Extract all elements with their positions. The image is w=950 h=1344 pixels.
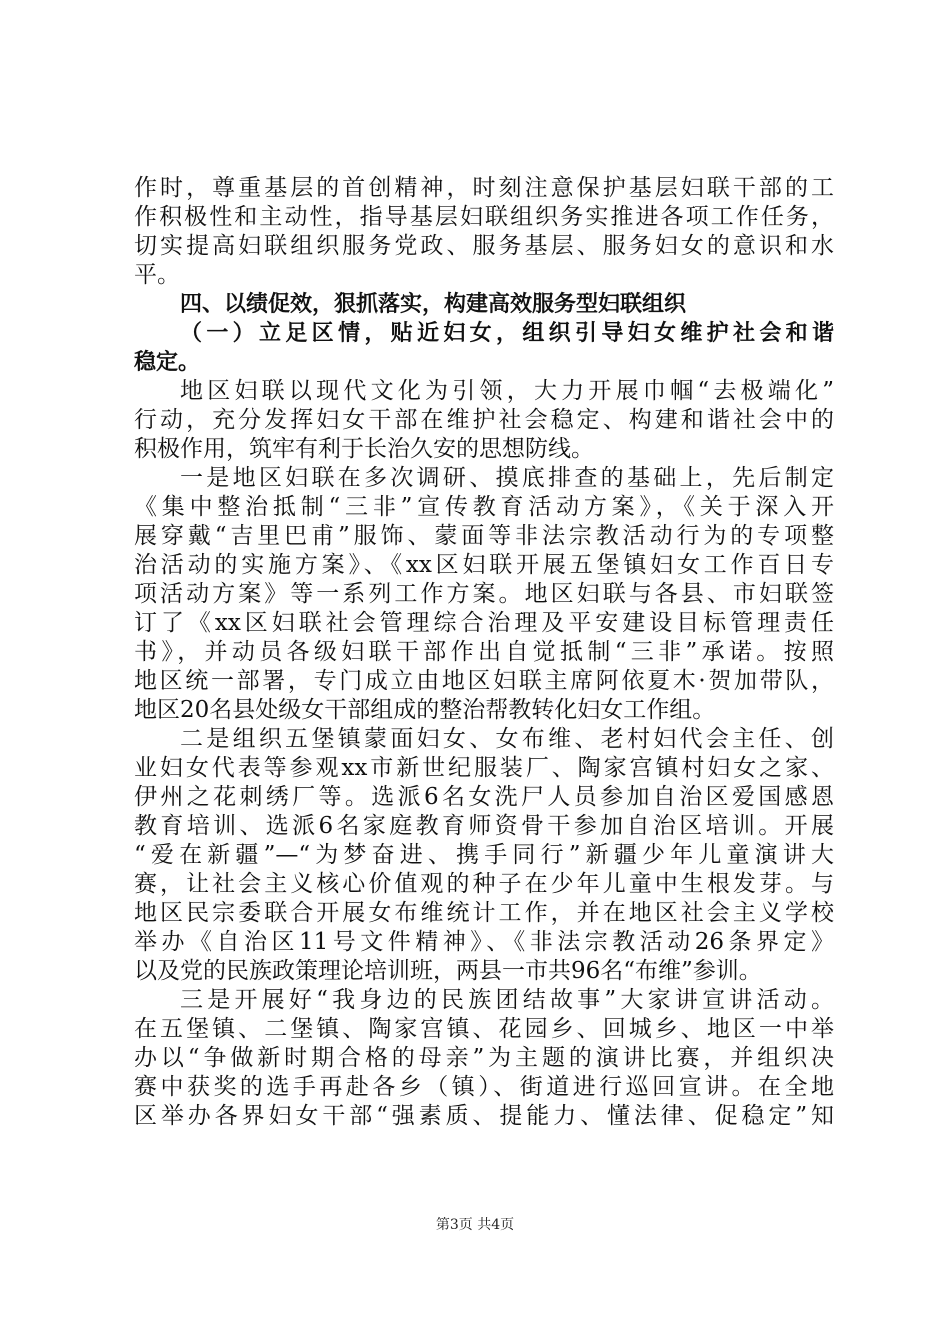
text-line: 业妇女代表等参观xx市新世纪服装厂、陶家宫镇村妇女之家、 — [134, 755, 834, 781]
text-line: 作积极性和主动性，指导基层妇联组织务实推进各项工作任务， — [134, 204, 834, 230]
text-line: “爱在新疆”—“为梦奋进、携手同行”新疆少年儿童演讲大 — [134, 842, 834, 868]
text-line: 二是组织五堡镇蒙面妇女、女布维、老村妇代会主任、创 — [180, 726, 834, 752]
text-line: 《集中整治抵制“三非”宣传教育活动方案》，《关于深入开 — [134, 494, 834, 520]
text-line: 切实提高妇联组织服务党政、服务基层、服务妇女的意识和水 — [134, 233, 834, 259]
text-line: 在五堡镇、二堡镇、陶家宫镇、花园乡、回城乡、地区一中举 — [134, 1016, 834, 1042]
text-line: 地区妇联以现代文化为引领，大力开展巾帼“去极端化” — [180, 378, 834, 404]
text-line: 以及党的民族政策理论培训班，两县一市共96名“布维”参训。 — [134, 958, 762, 984]
text-line: 治活动的实施方案》、《xx区妇联开展五堡镇妇女工作百日专 — [134, 552, 834, 578]
text-line: 赛中获奖的选手再赴各乡（镇）、街道进行巡回宣讲。在全地 — [134, 1074, 834, 1100]
text-line: 伊州之花刺绣厂等。选派6名女洗尸人员参加自治区爱国感恩 — [134, 784, 834, 810]
text-line: 项活动方案》等一系列工作方案。地区妇联与各县、市妇联签 — [134, 581, 834, 607]
text-line: 积极作用，筑牢有利于长治久安的思想防线。 — [134, 436, 594, 462]
text-line: 赛，让社会主义核心价值观的种子在少年儿童中生根发芽。与 — [134, 871, 834, 897]
text-line: 教育培训、选派6名家庭教育师资骨干参加自治区培训。开展 — [134, 813, 834, 839]
text-line: 展穿戴“吉里巴甫”服饰、蒙面等非法宗教活动行为的专项整 — [134, 523, 834, 549]
text-line: 地区民宗委联合开展女布维统计工作，并在地区社会主义学校 — [134, 900, 834, 926]
text-line: 地区统一部署，专门成立由地区妇联主席阿依夏木·贺加带队， — [134, 668, 834, 694]
page-number-footer: 第3页 共4页 — [435, 1217, 515, 1233]
text-line: 三是开展好“我身边的民族团结故事”大家讲宣讲活动。 — [180, 987, 834, 1013]
text-line: 行动，充分发挥妇女干部在维护社会稳定、构建和谐社会中的 — [134, 407, 834, 433]
text-line: 办以“争做新时期合格的母亲”为主题的演讲比赛，并组织决 — [134, 1045, 834, 1071]
text-line: 书》，并动员各级妇联干部作出自觉抵制“三非”承诺。按照 — [134, 639, 834, 665]
subsection-heading: 稳定。 — [134, 350, 201, 375]
text-line: 一是地区妇联在多次调研、摸底排查的基础上，先后制定 — [180, 465, 834, 491]
text-line: 地区20名县处级女干部组成的整治帮教转化妇女工作组。 — [134, 697, 716, 723]
text-line: 订了《xx区妇联社会管理综合治理及平安建设目标管理责任 — [134, 610, 834, 636]
text-line: 举办《自治区11号文件精神》、《非法宗教活动26条界定》 — [134, 929, 834, 955]
section-heading: 四、以绩促效，狠抓落实，构建高效服务型妇联组织 — [180, 292, 687, 317]
text-line: 区举办各界妇女干部“强素质、提能力、懂法律、促稳定”知 — [134, 1103, 834, 1129]
document-body — [134, 174, 834, 1131]
subsection-heading: （一）立足区情，贴近妇女，组织引导妇女维护社会和谐 — [180, 321, 834, 346]
text-line: 平。 — [134, 262, 180, 288]
text-line: 作时，尊重基层的首创精神，时刻注意保护基层妇联干部的工 — [134, 175, 834, 201]
